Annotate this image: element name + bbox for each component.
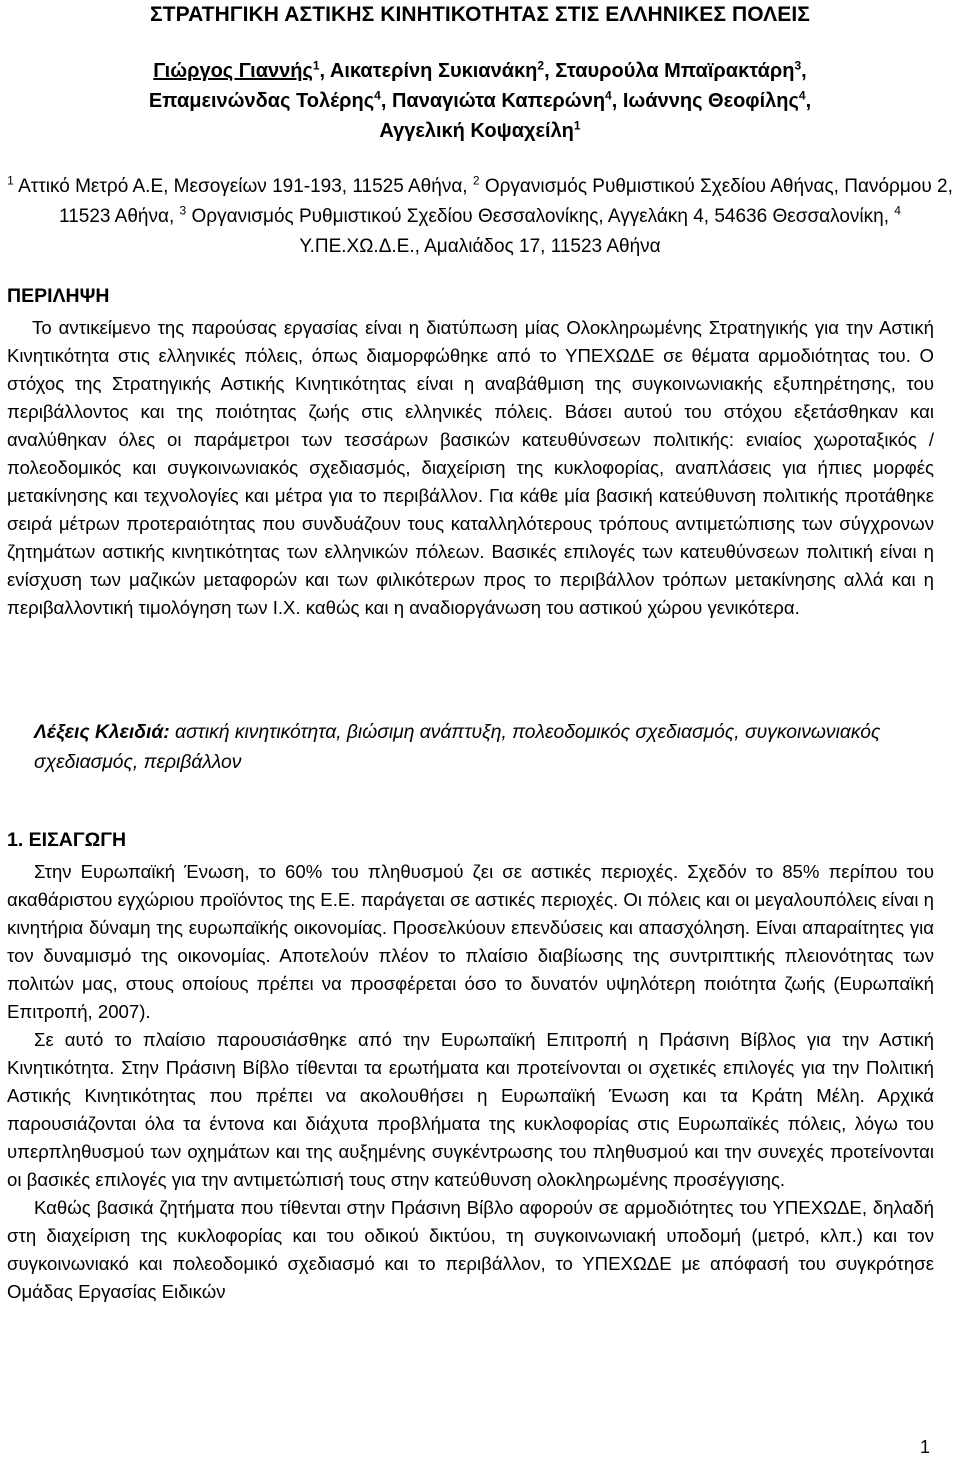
keywords-text: αστική κινητικότητα, βιώσιμη ανάπτυξη, πολεοδομικός σχεδιασμός, συγκοινωνιακός σχεδιασμός, περιβάλλον — [34, 722, 881, 773]
author-affil-mark: 4 — [798, 88, 806, 103]
abstract-text: Το αντικείμενο της παρούσας εργασίας είναι η διατύπωση μίας Ολοκληρωμένης Στρατηγικής για την Αστική Κινητικότητα στις ελληνικές πόλεις, όπως διαμορφώθηκε από το ΥΠΕΧΩΔΕ σε θέματα αρμοδιότητας του. Ο στόχος της Στρατηγικής Αστικής Κινητικότητας είναι η αναβάθμιση της συγκοινωνιακής εξυπηρέτησης, του περιβάλλοντος και της ποιότητας ζωής στις ελληνικές πόλεις. Βάσει αυτού του στόχου εξετάσθηκαν και αναλύθηκαν όλες οι παράμετροι των τεσσάρων βασικών κατευθύνσεων πολιτικής: ενιαίος χωροταξικός / πολεοδομικός και συγκοινωνιακός σχεδιασμός, διαχείριση της κυκλοφορίας, αναπλάσεις για ήπιες μορφές μετακίνησης και τεχνολογίες και μέτρα για το περιβάλλον. Για κάθε μία βασική κατεύθυνση πολιτικής προτάθηκε σειρά μέτρων προτεραιότητας που συνδυάζουν τους καταλληλότερους τρόπους αντιμετώπισης των σύγχρονων ζητημάτων αστικής κινητικότητας των ελληνικών πόλεων. Βασικές επιλογές των κατευθύνσεων πολιτική είναι η ενίσχυση των μαζικών μεταφορών και των φιλικότερων προς το περιβάλλον τρόπων μετακίνησης αλλά και η περιβαλλοντική τιμολόγηση των Ι.Χ. καθώς και η αναδιοργάνωση του αστικού χώρου γενικότερα. — [7, 317, 934, 618]
affil-mark: 1 — [7, 173, 14, 188]
author-affil-mark: 1 — [312, 58, 320, 73]
author-affil-mark: 2 — [537, 58, 545, 73]
author-name: Σταυρούλα Μπαϊρακτάρη — [555, 60, 795, 82]
author-name: Αγγελική Κοψαχείλη — [379, 120, 574, 142]
abstract-body — [7, 314, 934, 622]
page-number: 1 — [919, 1437, 930, 1457]
author-affil-mark: 4 — [374, 88, 381, 103]
affil-mark: 2 — [472, 173, 480, 188]
abstract-heading: ΠΕΡΙΛΗΨΗ — [7, 285, 110, 307]
author-name: Επαμεινώνδας Τολέρης — [148, 90, 375, 112]
affil-mark: 4 — [894, 203, 901, 218]
affil-mark: 3 — [179, 203, 187, 218]
author-list: Γιώργος Γιαννής$^1$, Αικατερίνη Συκιανάκη$^2$, Σταυρούλα Μπαϊρακτάρη$^3$, Επαμεινώνδας Τολέρης$^4$, Παναγιώτα Καπερώνη$^4$, Ιωάννης Θεοφίλης$^4$, Αγγελική Κοψαχείλη$^1$ — [148, 58, 812, 142]
author-affil-mark: 3 — [794, 58, 802, 73]
keywords-label: Λέξεις Κλειδιά: — [34, 722, 170, 743]
author-name: Παναγιώτα Καπερώνη — [391, 90, 606, 112]
affiliation-text: Αττικό Μετρό Α.Ε, Μεσογείων 191-193, 11525 Αθήνα, — [18, 176, 473, 197]
introduction-body — [7, 858, 934, 1306]
author-affil-mark: 4 — [605, 88, 612, 103]
paper-title: ΣΤΡΑΤΗΓΙΚΗ ΑΣΤΙΚΗΣ ΚΙΝΗΤΙΚΟΤΗΤΑΣ ΣΤΙΣ ΕΛΛΗΝΙΚΕΣ ΠΟΛΕΙΣ — [149, 3, 810, 26]
intro-paragraph-2: Σε αυτό το πλαίσιο παρουσιάσθηκε από την Ευρωπαϊκή Επιτροπή η Πράσινη Βίβλος για την Αστική Κινητικότητα. Στην Πράσινη Βίβλο τίθενται τα ερωτήματα και προτείνονται οι σχετικές επιλογές για την Πολιτική Αστικής Κινητικότητας που πρέπει να ακολουθήσει η Ευρωπαϊκή Ένωση και τα Κράτη Μέλη. Αρχικά παρουσιάζονται όλα τα έντονα και διάχυτα προβλήματα της κυκλοφορίας στις Ευρωπαϊκές πόλεις, λόγω του υπερπληθυσμού των οχημάτων και της αυξημένης συγκέντρωσης του πληθυσμού και την συνεχές προτείνονται οι βασικές επιλογές για την αντιμετώπισή τους στην κατεύθυνση ολοκληρωμένης προσέγγισης. — [7, 1029, 934, 1190]
author-name: Ιωάννης Θεοφίλης — [622, 90, 799, 112]
author-name: Γιώργος Γιαννής — [153, 60, 313, 82]
affiliation-text: Οργανισμός Ρυθμιστικού Σχεδίου Αθήνας, Πανόρμου 2, 11523 Αθήνα, — [59, 176, 953, 227]
introduction-heading: 1. ΕΙΣΑΓΩΓΗ — [7, 829, 127, 851]
keywords — [34, 718, 934, 778]
affiliation-text: Οργανισμός Ρυθμιστικού Σχεδίου Θεσσαλονίκης, Αγγελάκη 4, 54636 Θεσσαλονίκη, — [191, 206, 895, 227]
intro-paragraph-3: Καθώς βασικά ζητήματα που τίθενται στην Πράσινη Βίβλο αφορούν σε αρμοδιότητες του ΥΠΕΧΩΔΕ, δηλαδή στη διαχείριση της κυκλοφορίας και του οδικού δικτύου, τη συγκοινωνιακή υποδομή (μετρό, κλπ.) και τον συγκοινωνιακό και πολεοδομικό σχεδιασμό και το περιβάλλον, το ΥΠΕΧΩΔΕ με απόφασή του συγκρότησε Ομάδας Εργασίας Ειδικών — [7, 1197, 934, 1302]
author-name: Αικατερίνη Συκιανάκη — [329, 60, 538, 82]
intro-paragraph-1: Στην Ευρωπαϊκή Ένωση, το 60% του πληθυσμού ζει σε αστικές περιοχές. Σχεδόν το 85% περίπου του ακαθάριστου εγχώριου προϊόντος της Ε.Ε. παράγεται σε αστικές περιοχές. Οι πόλεις και οι μεγαλουπόλεις είναι η κινητήρια δύναμη της ευρωπαϊκής οικονομίας. Προσελκύουν επενδύσεις και απασχόληση. Είναι απαραίτητες για τον δυναμισμό της οικονομίας. Αποτελούν πλέον το πλαίσιο διαβίωσης της συντριπτικής πλειονότητας των πολιτών μας, στους οποίους πρέπει να προσφέρεται όσο το δυνατόν υψηλότερη ποιότητα ζωής (Ευρωπαϊκή Επιτροπή, 2007). — [7, 861, 934, 1022]
author-affil-mark: 1 — [573, 118, 581, 133]
affiliations — [0, 172, 960, 262]
affiliation-text: Υ.ΠΕ.ΧΩ.Δ.Ε., Αμαλιάδος 17, 11523 Αθήνα — [299, 236, 661, 257]
